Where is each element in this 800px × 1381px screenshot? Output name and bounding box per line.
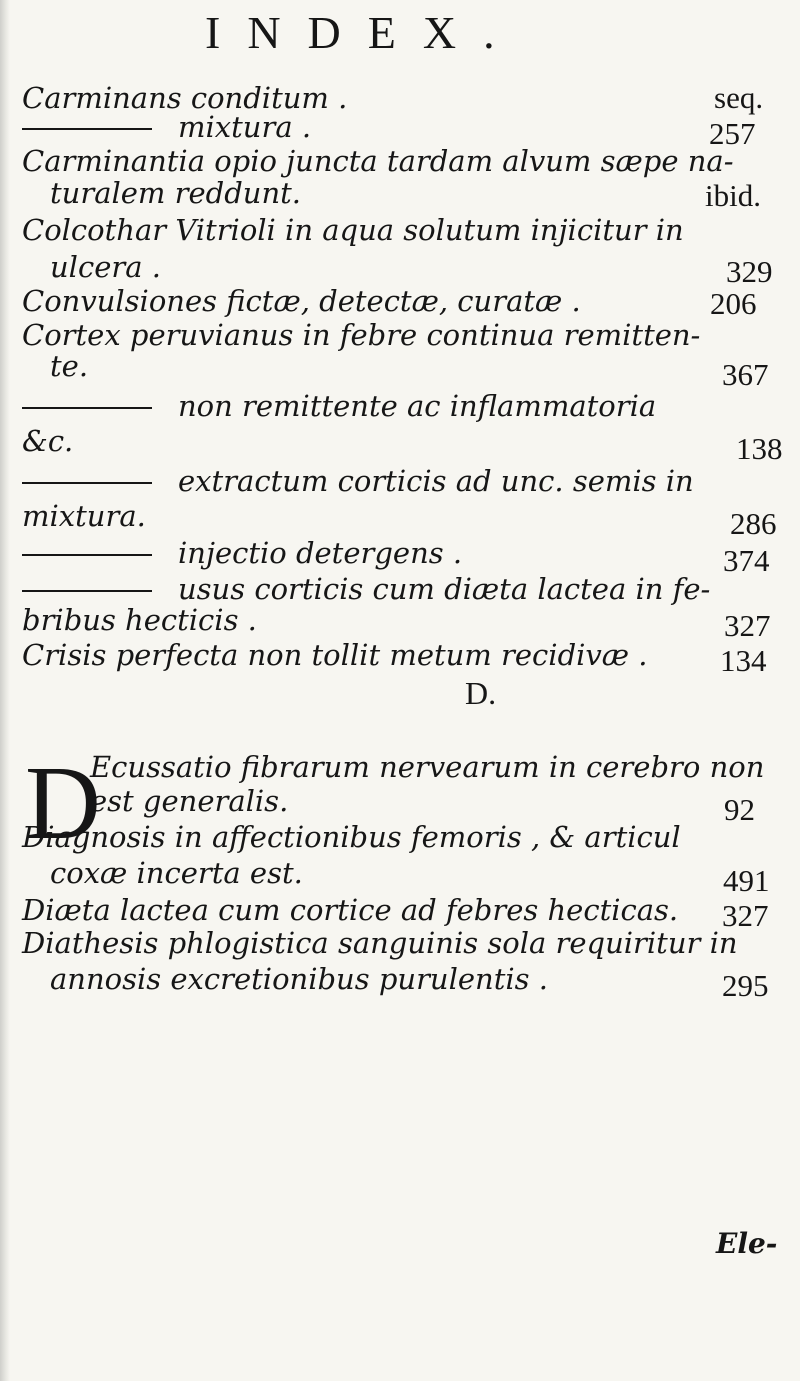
page-number: 134: [720, 643, 767, 678]
entry-text: Colcothar Vitrioli in aqua solutum injicitur in: [22, 213, 684, 247]
repeat-dash: [22, 128, 152, 130]
entry-text: annosis excretionibus purulentis .: [50, 962, 548, 996]
entry-text: Cortex peruvianus in febre continua remitten-: [22, 318, 701, 352]
entry-text: est generalis.: [90, 784, 289, 818]
catchword: Ele-: [716, 1227, 778, 1260]
entry-text: Ecussatio fibrarum nervearum in cerebro non: [90, 750, 765, 784]
repeat-dash: [22, 590, 152, 592]
entry-text: Carminantia opio juncta tardam alvum sæpe na-: [22, 144, 734, 178]
entry-text: mixtura .: [178, 110, 312, 144]
drop-cap: D: [25, 744, 101, 861]
entry-text: Convulsiones fictæ, detectæ, curatæ .: [22, 284, 581, 318]
entry-text: extractum corticis ad unc. semis in: [178, 464, 694, 498]
page-number: 92: [724, 792, 755, 827]
entry-text: te.: [50, 349, 89, 383]
repeat-dash: [22, 554, 152, 556]
page-number: 286: [730, 506, 777, 541]
entry-text: ulcera .: [50, 250, 161, 284]
page-number: 329: [726, 254, 773, 289]
entry-text: Carminans conditum .: [22, 81, 348, 115]
page-number: 138: [736, 431, 783, 466]
entry-text: mixtura.: [22, 499, 146, 533]
repeat-dash: [22, 482, 152, 484]
page-edge: [0, 0, 10, 1381]
page-number: 374: [723, 543, 770, 578]
page-number: 367: [722, 357, 769, 392]
page-number: 491: [723, 863, 770, 898]
entry-text: &c.: [22, 424, 74, 458]
entry-text: coxæ incerta est.: [50, 856, 303, 890]
entry-text: turalem reddunt.: [50, 176, 302, 210]
entry-text: Diathesis phlogistica sanguinis sola requiritur in: [22, 926, 738, 960]
page-number: ibid.: [705, 178, 761, 213]
entry-text: Crisis perfecta non tollit metum recidivæ .: [22, 638, 648, 672]
repeat-dash: [22, 407, 152, 409]
entry-text: injectio detergens .: [178, 536, 463, 570]
page-number: seq.: [714, 80, 764, 115]
page-number: 257: [709, 116, 756, 151]
page-number: 327: [724, 608, 771, 643]
entry-text: Diagnosis in affectionibus femoris , & articul: [22, 820, 681, 854]
entry-text: Diæta lactea cum cortice ad febres hecticas.: [22, 893, 679, 927]
entry-text: non remittente ac inflammatoria: [178, 389, 657, 423]
page-number: 295: [722, 968, 769, 1003]
page-number: 206: [710, 286, 757, 321]
entry-text: usus corticis cum diæta lactea in fe-: [178, 572, 711, 606]
page-title: INDEX.: [205, 7, 522, 58]
entry-text: bribus hecticis .: [22, 603, 257, 637]
section-heading: D.: [465, 675, 497, 711]
page-number: 327: [722, 898, 769, 933]
